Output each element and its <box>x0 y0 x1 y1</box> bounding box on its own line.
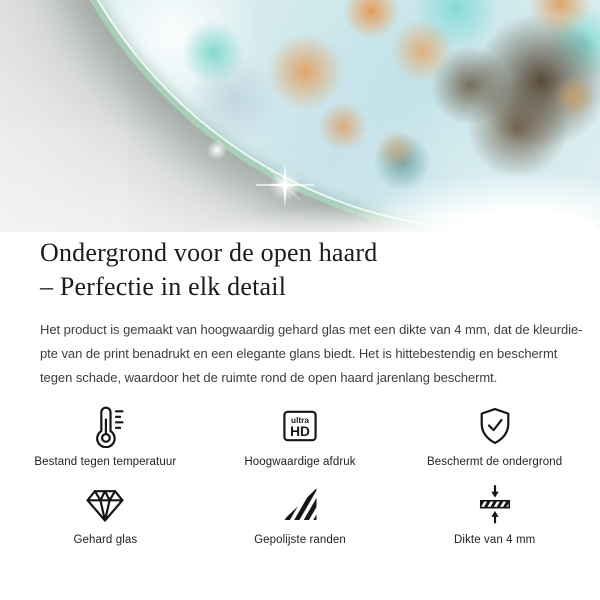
diamond-icon <box>83 482 127 526</box>
feature-label: Dikte van 4 mm <box>454 534 536 546</box>
intro-line: pte van de print benadrukt en een elegante glans biedt. Het is hittebestendig en beschermt <box>40 346 558 361</box>
hd-text: HD <box>290 424 310 440</box>
feature-label: Gepolijste randen <box>254 534 346 546</box>
title-line-1: Ondergrond voor de open haard <box>40 238 378 267</box>
feature-label: Bestand tegen temperatuur <box>34 456 177 468</box>
feature-thickness <box>397 482 592 546</box>
shield-check-icon <box>473 404 517 448</box>
polished-edges-icon <box>278 482 322 526</box>
thickness-icon <box>473 482 517 526</box>
intro-line: Het product is gemaakt van hoogwaardig gehard glas met een dikte van 4 mm, dat de kleurdie- <box>40 322 583 337</box>
feature-grid <box>8 404 592 546</box>
product-description-section <box>0 236 600 546</box>
feature-tempered-glass <box>8 482 203 546</box>
product-photo <box>0 0 600 232</box>
sparkle-icon <box>255 155 315 215</box>
feature-print-quality <box>203 404 398 468</box>
title-line-2: – Perfectie in elk detail <box>40 272 287 301</box>
page-title <box>40 236 560 304</box>
product-intro-text <box>40 318 583 390</box>
feature-label: Gehard glas <box>73 534 138 546</box>
small-sparkle-icon <box>206 139 228 161</box>
thermometer-icon <box>83 404 127 448</box>
ultra-text: ultra <box>291 415 309 425</box>
intro-line: tegen schade, waardoor het de ruimte rond de open haard jarenlang beschermt. <box>40 370 498 385</box>
feature-polished-edges <box>203 482 398 546</box>
feature-label: Hoogwaardige afdruk <box>244 456 356 468</box>
feature-temperature-resistance <box>8 404 203 468</box>
feature-label: Beschermt de ondergrond <box>427 456 563 468</box>
feature-surface-protection <box>397 404 592 468</box>
ultra-hd-icon <box>278 404 322 448</box>
